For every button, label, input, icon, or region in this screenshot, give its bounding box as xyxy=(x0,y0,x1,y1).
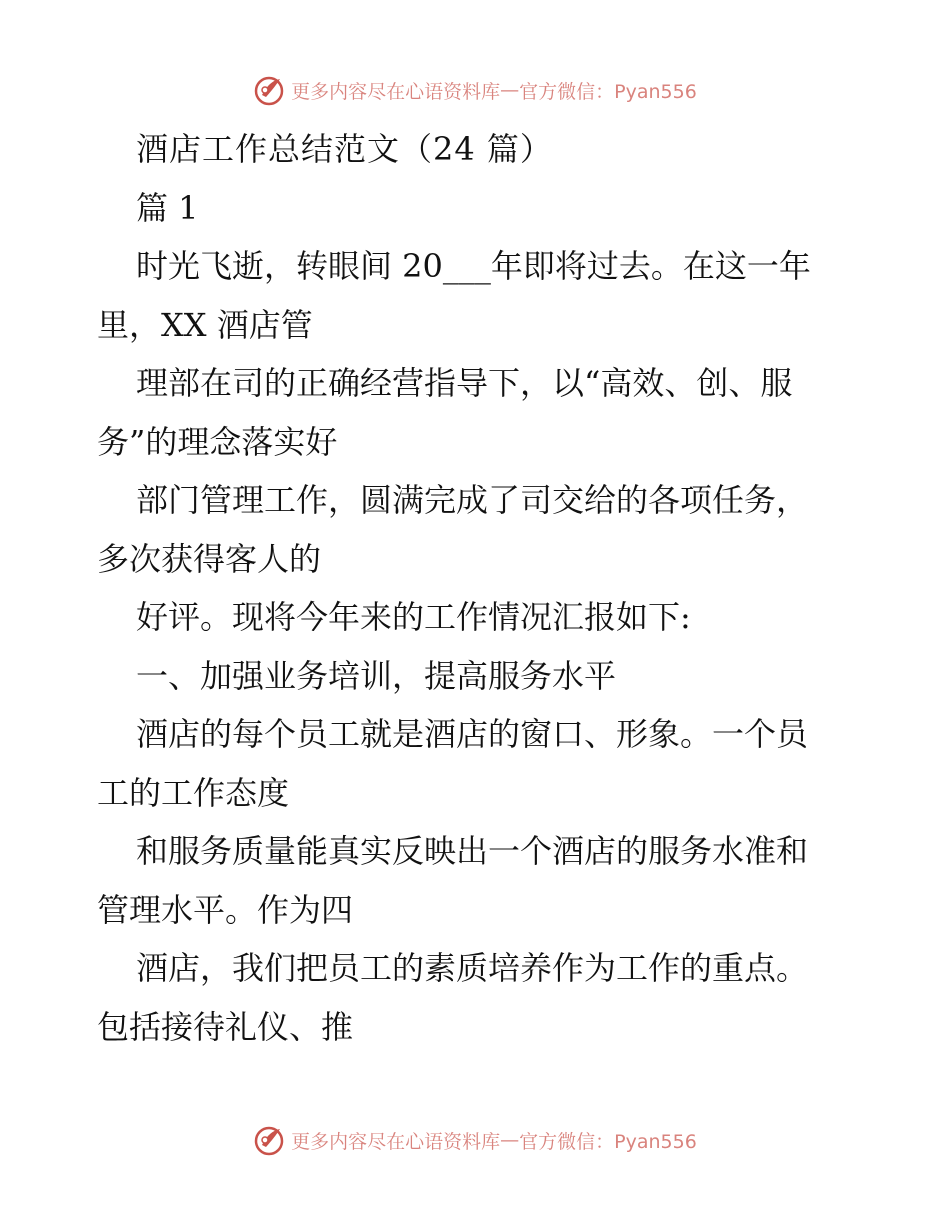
watermark-separator: — xyxy=(500,79,520,101)
document-body xyxy=(97,120,857,1056)
subsection-heading: 一、加强业务培训，提高服务水平 xyxy=(136,656,617,695)
paragraph-line: 和服务质量能真实反映出一个酒店的服务水准和 xyxy=(136,832,809,870)
paragraph-line: 酒店的每个员工就是酒店的窗口、形象。一个员 xyxy=(136,715,809,753)
watermark-separator: — xyxy=(500,1129,520,1151)
footer-watermark xyxy=(0,1120,950,1160)
paragraph-line: 务”的理念落实好 xyxy=(97,422,338,461)
paragraph-line: 时光飞逝，转眼间 20___年即将过去。在这一年 xyxy=(136,247,811,285)
paragraph-line: 酒店，我们把员工的素质培养作为工作的重点。 xyxy=(136,949,809,987)
paragraph-line: 里，XX 酒店管 xyxy=(97,305,313,344)
paragraph-line: 多次获得客人的 xyxy=(97,539,322,578)
logo-icon xyxy=(253,1123,287,1157)
watermark-text: 更多内容尽在心语资料库 xyxy=(291,80,501,103)
watermark-wechat: 官方微信：Pyan556 xyxy=(519,80,697,103)
paragraph-line: 管理水平。作为四 xyxy=(97,890,354,929)
paragraph-line: 好评。现将今年来的工作情况汇报如下: xyxy=(136,598,691,636)
section-heading: 篇 1 xyxy=(136,188,199,227)
watermark-wechat: 官方微信：Pyan556 xyxy=(519,1130,697,1153)
document-title: 酒店工作总结范文（24 篇） xyxy=(136,130,553,168)
paragraph-line: 包括接待礼仪、推 xyxy=(97,1007,354,1046)
paragraph-line: 工的工作态度 xyxy=(97,773,290,812)
logo-icon xyxy=(253,73,287,107)
paragraph-line: 部门管理工作，圆满完成了司交给的各项任务， xyxy=(136,481,809,519)
paragraph-line: 理部在司的正确经营指导下，以“高效、创、服 xyxy=(136,364,793,402)
header-watermark xyxy=(0,70,950,110)
watermark-text: 更多内容尽在心语资料库 xyxy=(291,1130,501,1153)
